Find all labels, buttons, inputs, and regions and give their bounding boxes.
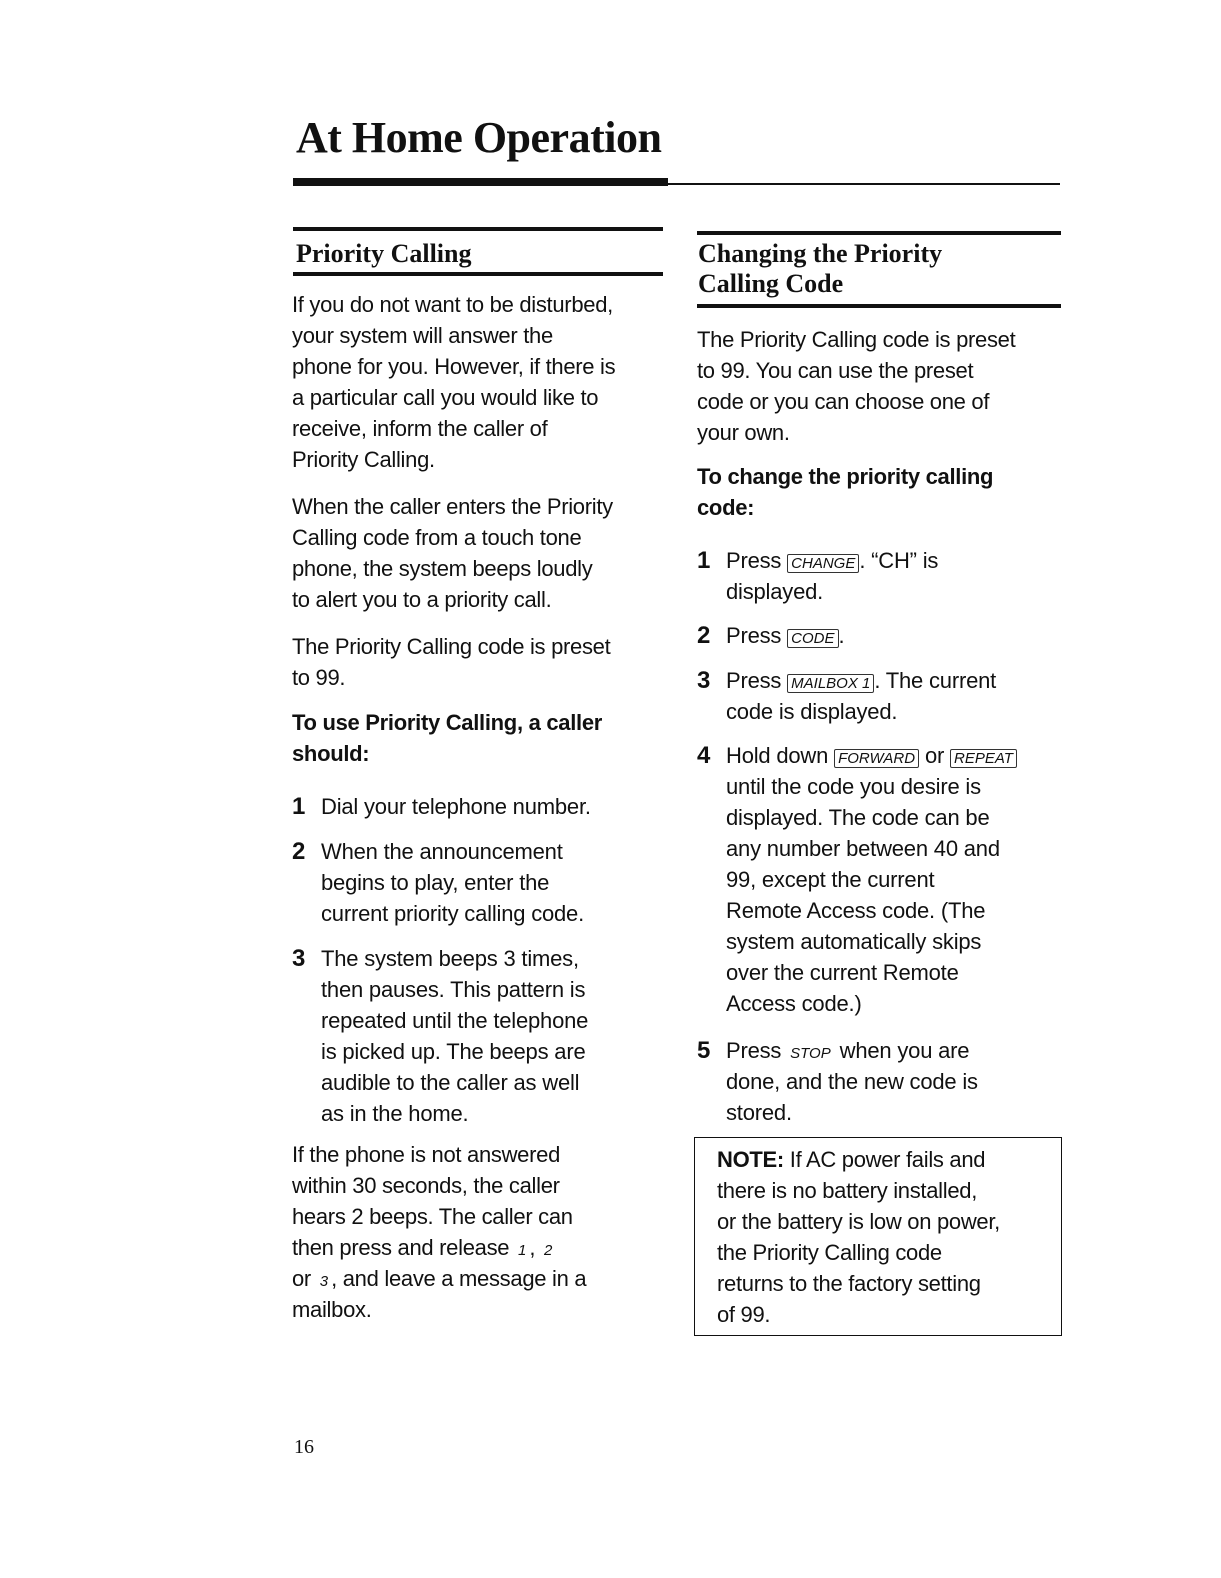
text: . The current code is displayed.	[726, 668, 997, 724]
paragraph	[292, 1139, 586, 1325]
text: until the code you desire is displayed. The code can be any number between 40 and 99, except the current Remote Access code. (The system automatically skips over the current Remote Access code.)	[726, 774, 1000, 1016]
note-box	[694, 1137, 1062, 1336]
forward-key: FORWARD	[834, 749, 919, 768]
text: Press	[726, 1038, 788, 1063]
step-5	[697, 1035, 1067, 1128]
step-text	[726, 740, 1066, 1019]
section-heading-priority-calling: Priority Calling	[296, 239, 472, 268]
step-text	[726, 1035, 1066, 1128]
paragraph: The Priority Calling code is preset to 99.	[292, 634, 611, 690]
text: or	[919, 743, 951, 768]
section-heading-changing-code: Changing the Priority Calling Code	[698, 239, 943, 298]
section-rule	[697, 231, 1061, 235]
paragraph: If you do not want to be disturbed, your system will answer the phone for you. However, if there is a particular call you would like to receive, inform the caller of Priority Calling.	[292, 292, 616, 472]
step-number: 1	[697, 547, 711, 574]
key-3: 3	[319, 1273, 329, 1290]
section-rule	[293, 227, 663, 231]
title-rule-thin	[668, 183, 1060, 185]
section-rule	[293, 272, 663, 276]
stop-key: STOP	[790, 1045, 831, 1062]
step-text: When the announcement begins to play, enter the current priority calling code.	[321, 839, 585, 926]
paragraph: The Priority Calling code is preset to 99. You can use the preset code or you can choose one of your own.	[697, 327, 1016, 445]
step-1	[697, 545, 1067, 607]
text: Hold down	[726, 743, 835, 768]
text: ,	[529, 1235, 541, 1260]
key-1: 1	[518, 1242, 527, 1259]
text: If AC power fails and there is no battery installed, or the battery is low on power, the Priority Calling code returns to the factory setting of 99.	[717, 1147, 1000, 1327]
step-2	[697, 620, 1067, 651]
section-rule	[697, 304, 1061, 308]
step-1	[292, 791, 662, 822]
code-key: CODE	[787, 629, 838, 648]
step-number: 2	[292, 838, 306, 865]
subheading: To change the priority calling code:	[697, 464, 994, 520]
step-text: Dial your telephone number.	[321, 794, 591, 819]
step-3	[292, 943, 662, 1129]
step-number: 3	[697, 667, 711, 694]
title-rule-thick	[293, 178, 668, 186]
step-number: 4	[697, 742, 711, 769]
step-text	[726, 545, 1066, 607]
text: Press	[726, 548, 788, 573]
change-key: CHANGE	[787, 554, 859, 573]
repeat-key: REPEAT	[950, 749, 1017, 768]
text: Press	[726, 623, 788, 648]
step-number: 2	[697, 622, 711, 649]
text: when you are done, and the new code is stored.	[726, 1038, 978, 1125]
page-number: 16	[294, 1436, 314, 1458]
step-number: 3	[292, 945, 306, 972]
text: If the phone is not answered within 30 seconds, the caller hears 2 beeps. The caller can then press and release	[292, 1142, 573, 1260]
step-number: 1	[292, 793, 306, 820]
text: . “CH” is displayed.	[726, 548, 939, 604]
step-text	[726, 620, 1066, 651]
text: .	[838, 623, 845, 648]
text: Press	[726, 668, 788, 693]
step-4	[697, 740, 1067, 1019]
text: or	[292, 1266, 311, 1291]
subheading: To use Priority Calling, a caller should:	[292, 710, 603, 766]
key-2: 2	[544, 1242, 553, 1259]
note-text	[717, 1144, 1000, 1330]
step-3	[697, 665, 1067, 727]
step-text: The system beeps 3 times, then pauses. This pattern is repeated until the telephone is picked up. The beeps are audible to the caller as well as in the home.	[321, 946, 589, 1126]
text: , and leave a message in a mailbox.	[292, 1266, 587, 1322]
mailbox-1-key: MAILBOX 1	[787, 674, 874, 693]
note-label: NOTE:	[717, 1147, 784, 1172]
paragraph: When the caller enters the Priority Calling code from a touch tone phone, the system beeps loudly to alert you to a priority call.	[292, 494, 613, 612]
step-2	[292, 836, 662, 929]
page-title: At Home Operation	[296, 113, 662, 162]
step-number: 5	[697, 1037, 711, 1064]
step-text	[726, 665, 1066, 727]
